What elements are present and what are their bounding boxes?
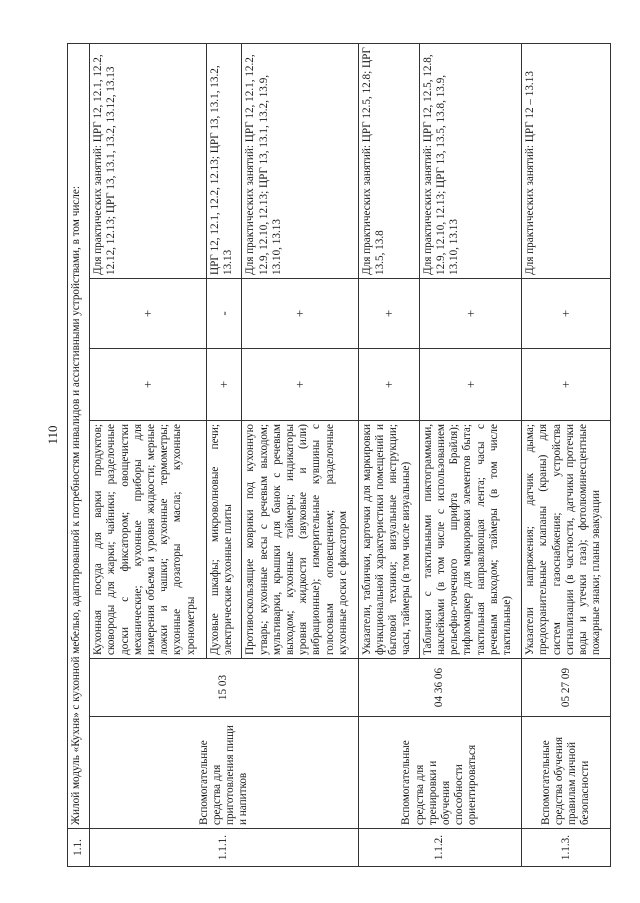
item-mark-2: + [522, 279, 611, 349]
item-application: Для практических занятий: ЦРГ 12, 12.5, 12.8, 12.9, 12.10, 12.13; ЦРГ 13, 13.5, 13.8, 13.9, 13.10, 13.13 [419, 44, 522, 279]
item-mark-1: + [206, 349, 242, 421]
item-mark-1: + [242, 349, 358, 421]
section-number: 1.1. [68, 829, 90, 867]
item-description: Указатели, таблички, карточки для маркировки функциональной характеристики помещений и бытовой техники; визуальные инструкции; часы, таймеры (в том числе визуальные) [358, 421, 419, 659]
item-mark-1: + [90, 349, 206, 421]
page-number: 110 [45, 425, 60, 445]
table-row [522, 44, 611, 867]
item-mark-1: + [358, 349, 419, 421]
section-row [68, 44, 90, 867]
row-code: 04 36 06 [358, 659, 521, 717]
equipment-table [67, 43, 611, 867]
item-application: Для практических занятий: ЦРГ 12, 12.1, 12.2, 12.9, 12.10, 12.13; ЦРГ 13, 13.1, 13.2, 13.9, 13.10, 13.13 [242, 44, 358, 279]
row-number: 1.1.2. [358, 829, 521, 867]
item-description: Кухонная посуда для варки продуктов; сковороды для жарки; чайники; разделочные доски с фиксатором; овощечистки механические; кухонные приборы для измерения объема и уровня жидкости; мерные ложки и чашки; кухонные термометры; кухонные дозаторы масла; кухонные хронометры [90, 421, 206, 659]
row-name: Вспомогательные средства обучения правилам личной безопасности [522, 717, 611, 829]
table-row [90, 44, 206, 867]
item-mark-2: + [419, 279, 522, 349]
table-row [358, 44, 419, 867]
item-mark-2: - [206, 279, 242, 349]
item-description: Указатели напряжения; датчик дыма; предохранительные клапаны (краны) для систем газоснабжения; устройства сигнализации (в частности, датчики протечки воды и утечки газа); фотолюминесцентные пожарные знаки; планы эвакуации [522, 421, 611, 659]
row-number: 1.1.1. [90, 829, 359, 867]
row-code: 15 03 [90, 659, 359, 717]
item-description: Духовые шкафы; микроволновые печи; электрические кухонные плиты [206, 421, 242, 659]
row-code: 05 27 09 [522, 659, 611, 717]
row-number: 1.1.3. [522, 829, 611, 867]
item-mark-1: + [419, 349, 522, 421]
section-title: Жилой модуль «Кухня» с кухонной мебелью, адаптированной к потребностям инвалидов и ассистивными устройствами, в том числе: [68, 44, 90, 829]
item-description: Таблички с тактильными пиктограммами, наклейками (в том числе с использованием рельефно-точечного шрифта Брайля); тифломаркер для маркировки элементов быта; тактильная направляющая лента; часы с речевым выходом; таймеры (в том числе тактильные) [419, 421, 522, 659]
item-description: Противоскользящие коврики под кухонную утварь; кухонные весы с речевым выходом; мультиварки, крышки для банок с речевым выходом; кухонные таймеры; индикаторы уровня жидкости (звуковые и (или) вибрационные); измерительные кувшины с голосовым оповещением; разделочные кухонные доски с фиксатором [242, 421, 358, 659]
item-application: Для практических занятий: ЦРГ 12 – 13.13 [522, 44, 611, 279]
rotated-table-container [67, 44, 611, 867]
item-mark-2: + [242, 279, 358, 349]
item-application: Для практических занятий: ЦРГ 12.5, 12.8; ЦРГ 13.5, 13.8 [358, 44, 419, 279]
item-application: ЦРГ 12, 12.1, 12.2, 12.13; ЦРГ 13, 13.1, 13.2, 13.13 [206, 44, 242, 279]
item-application: Для практических занятий: ЦРГ 12, 12.1, 12.2, 12.12, 12.13; ЦРГ 13, 13.1, 13.2, 13.12, 13.13 [90, 44, 206, 279]
row-name: Вспомогательные средства для приготовления пищи и напитков [90, 717, 359, 829]
row-name: Вспомогательные средства для тренировки и обучения способности ориентироваться [358, 717, 521, 829]
item-mark-2: + [90, 279, 206, 349]
item-mark-2: + [358, 279, 419, 349]
item-mark-1: + [522, 349, 611, 421]
